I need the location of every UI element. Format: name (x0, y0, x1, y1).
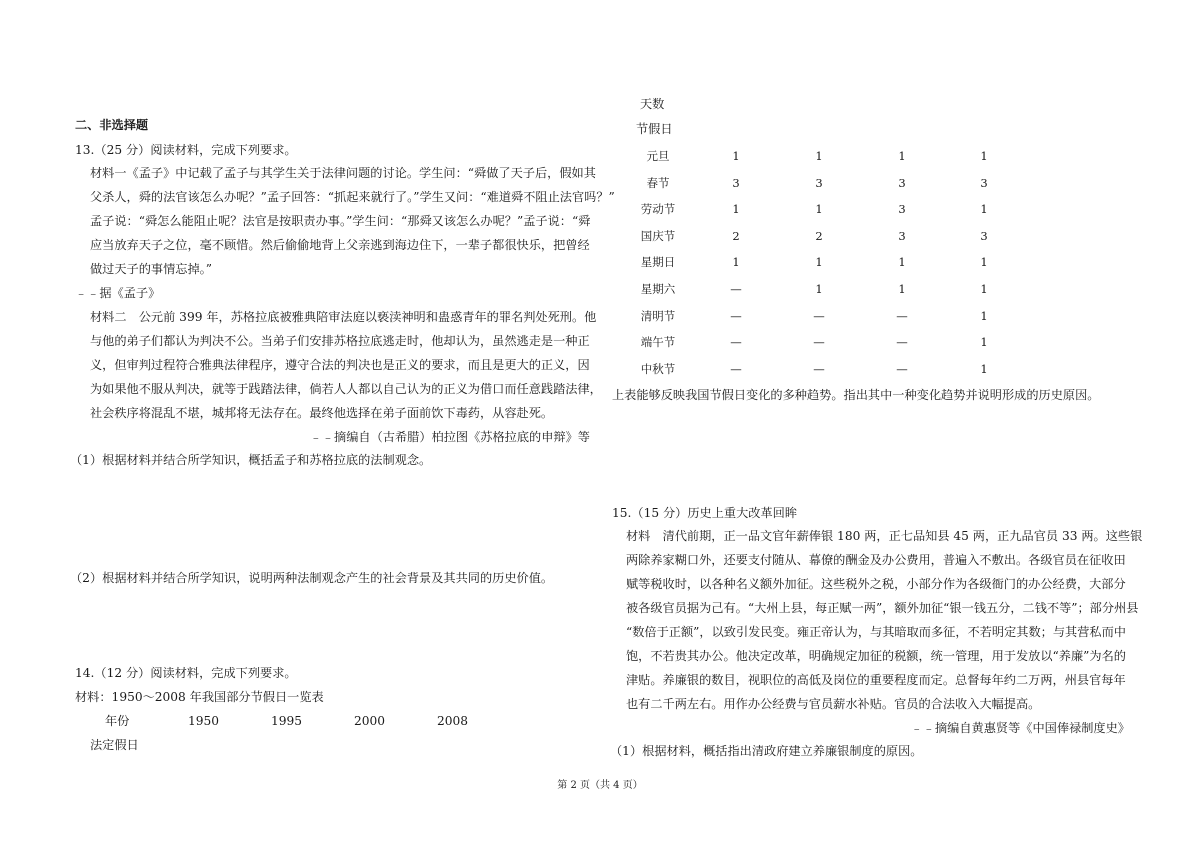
q13-sub2: （2）根据材料并结合所学知识，说明两种法制观念产生的社会背景及其共同的历史价值。 (70, 571, 554, 585)
section-title: 二、非选择题 (75, 118, 149, 132)
holiday-value-cell: 1 (898, 255, 906, 270)
holiday-value-cell: 1 (980, 308, 988, 323)
holiday-value-cell: 1 (980, 255, 988, 270)
q14-material: 材料：1950～2008 年我国部分节假日一览表 (75, 690, 324, 704)
holiday-value-cell: — (813, 361, 825, 376)
q14-header: 14.（12 分）阅读材料，完成下列要求。 (75, 666, 297, 680)
q13-material2-line: 义，但审判过程符合雅典法律程序，遵守合法的判决也是正义的要求，而且是更大的正义，因 (90, 358, 590, 372)
holiday-row-name: 清明节 (640, 308, 676, 323)
q13-material2-line: 为如果他不服从判决，就等于践踏法律，倘若人人都以自己认为的正义为借口而任意践踏法律， (90, 382, 602, 396)
holiday-value-cell: — (813, 335, 825, 350)
holiday-row-name: 元旦 (646, 149, 670, 163)
holiday-value-cell: 1 (815, 202, 823, 217)
q15-material-line: 赋等税收时，以各种名义额外加征。这些税外之税，小部分作为各级衙门的办公经费，大部分 (626, 577, 1126, 591)
q13-header: 13.（25 分）阅读材料，完成下列要求。 (75, 143, 297, 157)
table-corner-label: 节假日 (636, 122, 673, 136)
holiday-value-cell: 2 (732, 228, 740, 243)
holiday-value-cell: 3 (898, 175, 906, 190)
q15-material-line: “数倍于正额”，以致引发民变。雍正帝认为，与其暗取而多征，不若明定其数；与其营私而中 (626, 625, 1126, 639)
holiday-row-name: 端午节 (640, 335, 676, 350)
q14-question: 上表能够反映我国节假日变化的多种趋势。指出其中一种变化趋势并说明形成的历史原因。 (612, 388, 1100, 402)
holiday-value-cell: 1 (732, 255, 740, 270)
q13-source1: ﹣﹣据《孟子》 (75, 286, 161, 300)
page-footer: 第 2 页（共 4 页） (557, 780, 643, 791)
holiday-value-cell: 3 (898, 202, 906, 217)
q15-material-line: 材料 清代前期，正一品文官年薪俸银 180 两，正七品知县 45 两，正九品官员 33 两。这些银 (626, 529, 1143, 543)
holiday-value-cell: 1 (732, 202, 740, 217)
q15-material-line: 饱，不若贵其办公。他决定改革，明确规定加征的税额，统一管理，用于发放以“养廉”为名的 (626, 649, 1126, 663)
holiday-value-cell: 1 (980, 282, 988, 296)
q13-material2-line: 社会秩序将混乱不堪，城邦将无法存在。最终他选择在弟子面前饮下毒药，从容赴死。 (90, 406, 554, 420)
holiday-row-name: 劳动节 (640, 202, 676, 217)
holiday-value-cell: — (730, 361, 742, 376)
q15-header: 15.（15 分）历史上重大改革回眸 (612, 506, 798, 520)
holiday-value-cell: — (730, 335, 742, 350)
holiday-value-cell: 3 (898, 228, 906, 243)
q13-source2: ﹣﹣摘编自（古希腊）柏拉图《苏格拉底的申辩》等 (309, 430, 590, 444)
holiday-value-cell: — (896, 335, 908, 350)
q15-sub1: （1）根据材料，概括指出清政府建立养廉银制度的原因。 (610, 744, 923, 758)
holiday-value-cell: — (730, 282, 742, 296)
holiday-value-cell: — (730, 308, 742, 323)
q13-material2-line: 材料二 公元前 399 年，苏格拉底被雅典陪审法庭以亵渎神明和蛊惑青年的罪名判处死刑。他 (90, 310, 597, 324)
table-year-label: 年份 (105, 714, 130, 728)
q13-material2-line: 与他的弟子们都认为判决不公。当弟子们安排苏格拉底逃走时，他却认为，虽然逃走是一种正 (90, 334, 590, 348)
holiday-value-cell: 1 (815, 282, 823, 296)
holiday-value-cell: 3 (732, 175, 740, 190)
holiday-row-name: 星期日 (640, 255, 676, 270)
table-corner-label: 法定假日 (90, 738, 139, 752)
holiday-value-cell: 3 (980, 228, 988, 243)
holiday-value-cell: 3 (815, 175, 823, 190)
q15-material-line: 也有二千两左右。用作办公经费与官员薪水补贴。官员的合法收入大幅提高。 (626, 697, 1041, 711)
holiday-value-cell: 1 (815, 149, 823, 163)
q13-material1-line: 父杀人，舜的法官该怎么办呢？”孟子回答：“抓起来就行了。”学生又问：“难道舜不阻止法官吗？” (90, 190, 615, 204)
q15-material-line: 两除养家糊口外，还要支付随从、幕僚的酬金及办公费用，普遍入不敷出。各级官员在征收田 (626, 553, 1126, 567)
q13-material1-line: 材料一《孟子》中记载了孟子与其学生关于法律问题的讨论。学生问：“舜做了天子后，假如其 (90, 166, 596, 180)
holiday-value-cell: 3 (980, 175, 988, 190)
holiday-row-name: 春节 (646, 175, 670, 190)
holiday-value-cell: 1 (980, 335, 988, 350)
holiday-value-cell: 1 (732, 149, 740, 163)
q13-material1-line: 做过天子的事情忘掉。” (90, 262, 213, 276)
q15-source: ﹣﹣摘编自黄惠贤等《中国俸禄制度史》 (910, 721, 1130, 735)
table-corner-label: 天数 (640, 97, 665, 111)
q15-material-line: 津贴。养廉银的数目，视职位的高低及岗位的重要程度而定。总督每年约二万两，州县官每年 (626, 673, 1126, 687)
holiday-value-cell: 1 (980, 361, 988, 376)
holiday-value-cell: 1 (815, 255, 823, 270)
q13-material1-line: 应当放弃天子之位，毫不顾惜。然后偷偷地背上父亲逃到海边住下，一辈子都很快乐，把曾经 (90, 238, 590, 252)
holiday-value-cell: — (896, 308, 908, 323)
table-year-1995: 1995 (271, 714, 303, 728)
q13-sub1: （1）根据材料并结合所学知识，概括孟子和苏格拉底的法制观念。 (70, 453, 432, 467)
q13-material1-line: 孟子说：“舜怎么能阻止呢？法官是按职责办事。”学生问：“那舜又该怎么办呢？”孟子说：“舜 (90, 214, 591, 228)
holiday-row-name: 国庆节 (640, 228, 676, 243)
holiday-value-cell: 1 (980, 149, 988, 163)
holiday-row-name: 中秋节 (640, 361, 676, 376)
holiday-value-cell: — (813, 308, 825, 323)
holiday-value-cell: — (896, 361, 908, 376)
holiday-value-cell: 2 (815, 228, 823, 243)
holiday-value-cell: 1 (898, 282, 906, 296)
q15-material-line: 被各级官员据为己有。“大州上县，每正赋一两”，额外加征“银一钱五分，二钱不等”；部分州县 (626, 601, 1139, 615)
table-year-2000: 2000 (354, 714, 386, 728)
holiday-value-cell: 1 (898, 149, 906, 163)
table-year-2008: 2008 (437, 714, 469, 728)
holiday-value-cell: 1 (980, 202, 988, 217)
table-year-1950: 1950 (188, 714, 220, 728)
holiday-row-name: 星期六 (640, 282, 676, 296)
